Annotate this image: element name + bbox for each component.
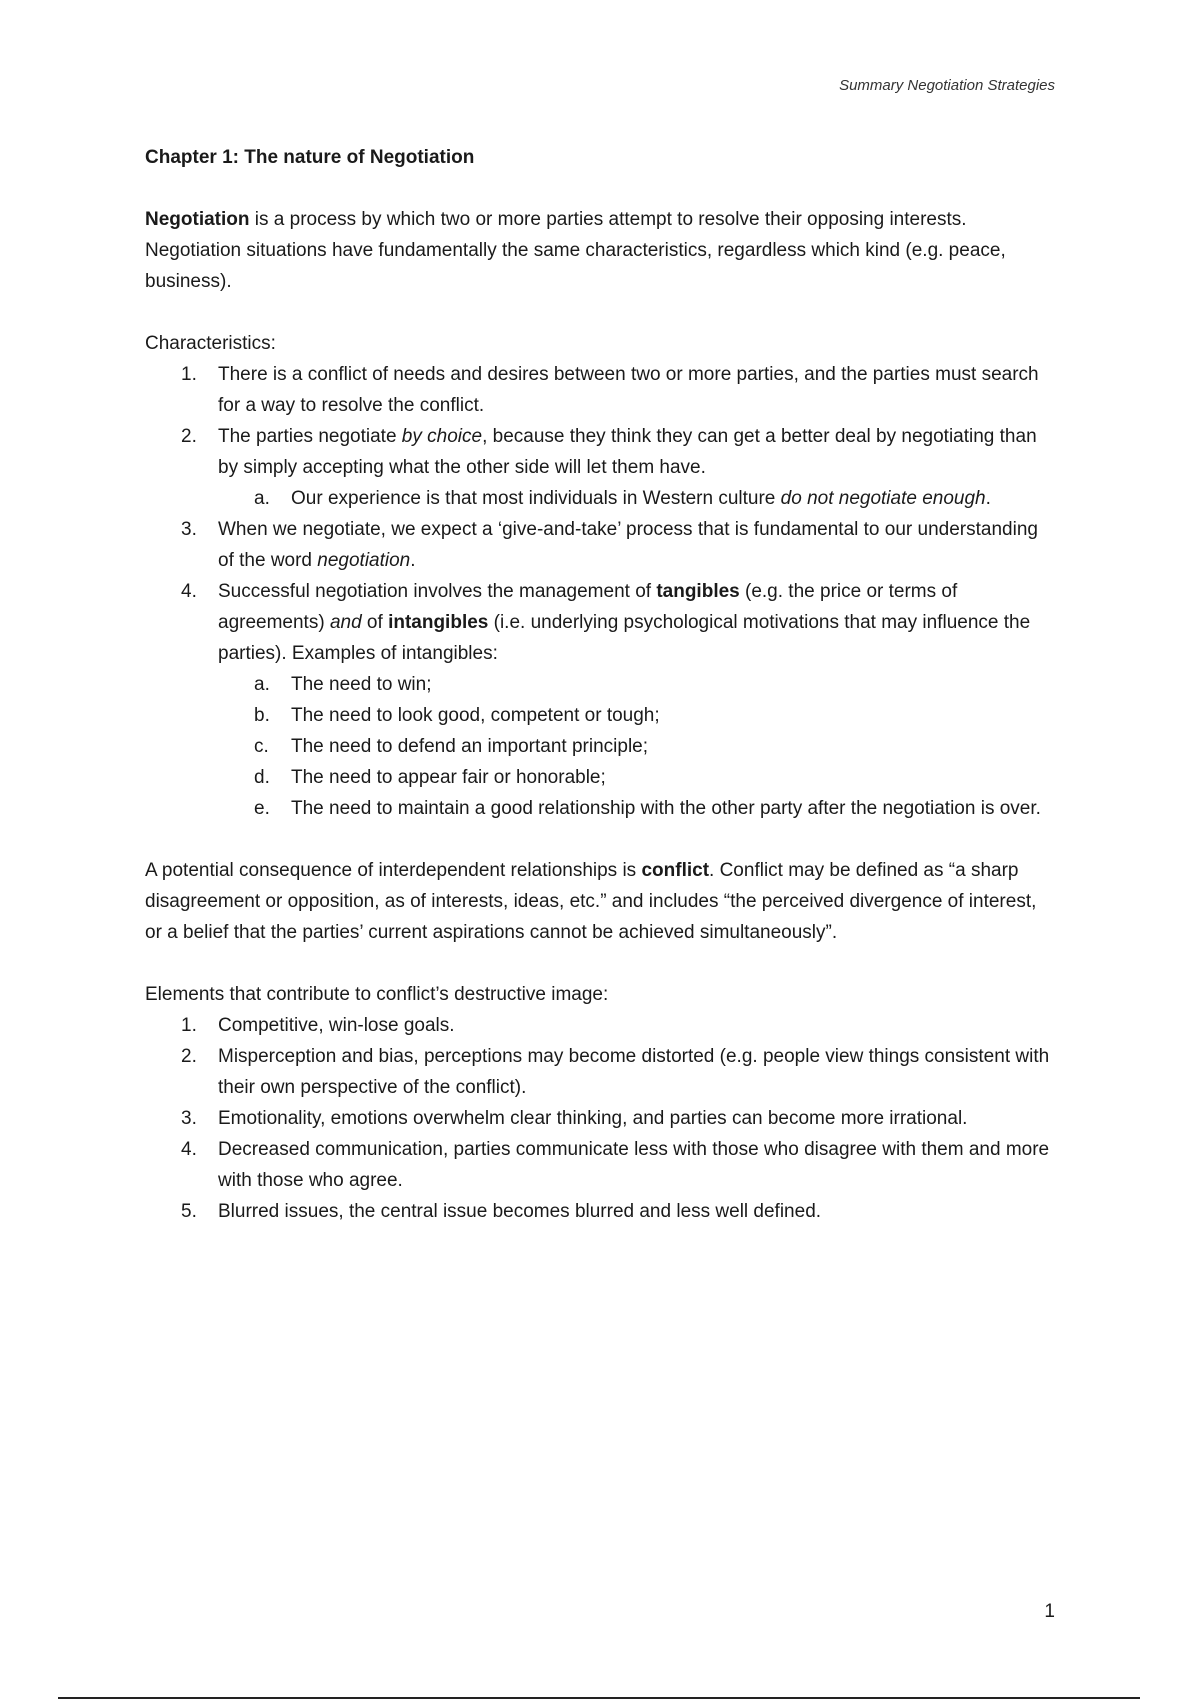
sub-list-item: [218, 762, 1055, 793]
footer-divider: [58, 1697, 1140, 1699]
sub-list-item: [218, 483, 1055, 514]
sub-list: [218, 483, 1055, 514]
list-item: [145, 421, 1055, 514]
page-number: 1: [1044, 1601, 1055, 1622]
list-marker: 2.: [181, 1046, 197, 1067]
list-marker: 3.: [181, 519, 197, 540]
elements-list: [145, 1010, 1055, 1227]
list-item-text: of: [361, 612, 389, 633]
sub-list-item: [218, 731, 1055, 762]
list-item-text: The need to defend an important principle;: [291, 736, 649, 757]
characteristics-list: [145, 359, 1055, 824]
list-marker: 4.: [181, 581, 197, 602]
emphasis-text: negotiation: [317, 550, 411, 571]
intro-text: is a process by which two or more parties attempt to resolve their opposing interests. Negotiation situations have fundamentally the same characteristics, regardless which kind (e.g. peace, business).: [145, 209, 1006, 292]
list-marker: 1.: [181, 364, 197, 385]
list-item-text: Misperception and bias, perceptions may become distorted (e.g. people view things consistent with their own perspective of the conflict).: [218, 1046, 1050, 1098]
list-item: [145, 1010, 1055, 1041]
emphasis-text: do not negotiate enough: [780, 488, 986, 509]
bold-term-intangibles: intangibles: [388, 612, 489, 633]
list-marker: d.: [254, 767, 270, 788]
list-item-text: (e.g. the price or terms of agreements): [218, 581, 958, 633]
sub-list: [218, 669, 1055, 824]
running-header: Summary Negotiation Strategies: [839, 77, 1055, 94]
list-item-text: The need to win;: [291, 674, 432, 695]
list-item-text: The need to maintain a good relationship with the other party after the negotiation is over.: [291, 798, 1041, 819]
chapter-title: Chapter 1: The nature of Negotiation: [145, 147, 475, 168]
list-item: [145, 359, 1055, 421]
list-item-text: The need to look good, competent or tough;: [291, 705, 660, 726]
list-marker: c.: [254, 736, 269, 757]
list-item: [145, 514, 1055, 576]
list-item-text: , because they think they can get a better deal by negotiating than by simply accepting what the other side will let them have.: [218, 426, 1037, 478]
list-item: [145, 1041, 1055, 1103]
emphasis-text: by choice: [401, 426, 483, 447]
intro-paragraph: [145, 204, 1055, 297]
page-content: [145, 142, 1055, 1227]
list-item: [145, 576, 1055, 824]
list-item: [145, 1103, 1055, 1134]
list-item-text: The need to appear fair or honorable;: [291, 767, 606, 788]
list-item-text: Emotionality, emotions overwhelm clear thinking, and parties can become more irrational.: [218, 1108, 968, 1129]
list-item-text: Blurred issues, the central issue becomes blurred and less well defined.: [218, 1201, 822, 1222]
list-item: [145, 1196, 1055, 1227]
conflict-text: . Conflict may be defined as “a sharp disagreement or opposition, as of interests, ideas, etc.” and includes “the perceived divergence of interest, or a belief that the parties’ current aspirations cannot be achieved simultaneously”.: [145, 860, 1037, 943]
elements-label: Elements that contribute to conflict’s destructive image:: [145, 984, 609, 1005]
list-marker: 2.: [181, 426, 197, 447]
list-marker: 5.: [181, 1201, 197, 1222]
list-marker: 3.: [181, 1108, 197, 1129]
conflict-paragraph: [145, 855, 1055, 948]
list-item-text: .: [985, 488, 991, 509]
list-item-text: (i.e. underlying psychological motivations that may influence the parties). Examples of intangibles:: [218, 612, 1031, 664]
list-item-text: .: [410, 550, 416, 571]
emphasis-text: and: [329, 612, 362, 633]
list-item: [145, 1134, 1055, 1196]
list-item-text: The parties negotiate: [218, 426, 402, 447]
list-item-text: Decreased communication, parties communicate less with those who disagree with them and more with those who agree.: [218, 1139, 1050, 1191]
list-marker: 4.: [181, 1139, 197, 1160]
bold-term-tangibles: tangibles: [656, 581, 740, 602]
list-item-text: There is a conflict of needs and desires between two or more parties, and the parties must search for a way to resolve the conflict.: [218, 364, 1039, 416]
intro-term: Negotiation: [145, 209, 250, 230]
list-marker: a.: [254, 674, 270, 695]
conflict-text: A potential consequence of interdependent relationships is: [145, 860, 642, 881]
conflict-term: conflict: [641, 860, 710, 881]
list-item-text: Competitive, win-lose goals.: [218, 1015, 455, 1036]
list-marker: e.: [254, 798, 270, 819]
sub-list-item: [218, 669, 1055, 700]
list-marker: a.: [254, 488, 270, 509]
list-marker: 1.: [181, 1015, 197, 1036]
list-item-text: Successful negotiation involves the management of: [218, 581, 657, 602]
list-item-text: Our experience is that most individuals in Western culture: [291, 488, 781, 509]
characteristics-label: Characteristics:: [145, 333, 276, 354]
list-marker: b.: [254, 705, 270, 726]
sub-list-item: [218, 793, 1055, 824]
list-item-text: When we negotiate, we expect a ‘give-and-take’ process that is fundamental to our understanding of the word: [218, 519, 1038, 571]
spacer: [145, 824, 1055, 855]
sub-list-item: [218, 700, 1055, 731]
